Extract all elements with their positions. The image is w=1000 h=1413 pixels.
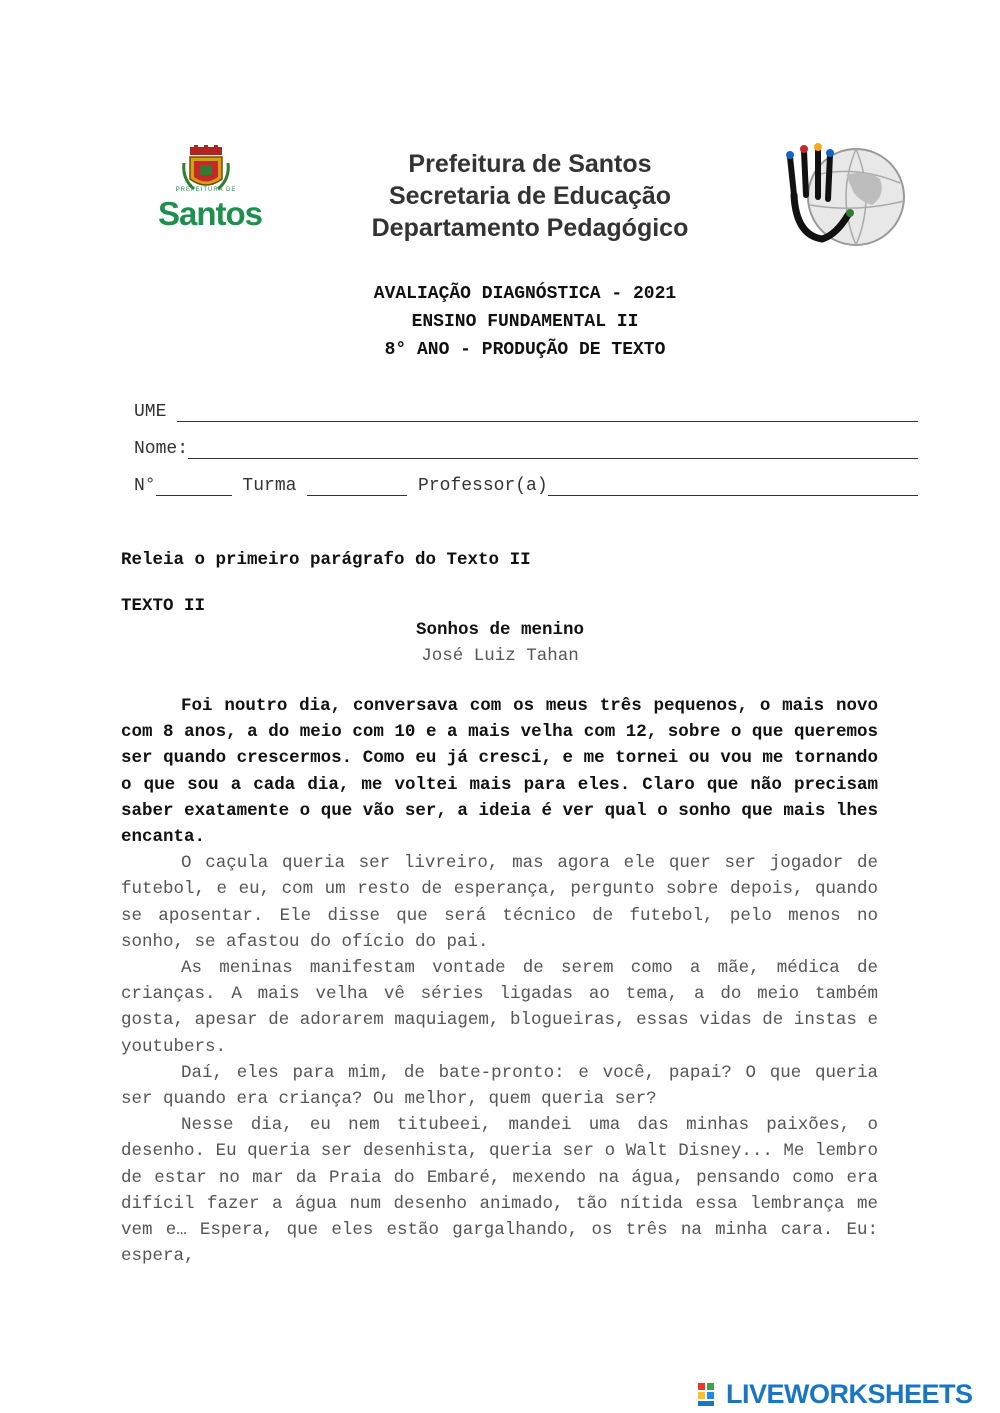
story-paragraph-4: Daí, eles para mim, de bate-pronto: e você, papai? O que queria ser quando era criança? Ou melhor, quem queria ser? [121, 1062, 878, 1110]
story-paragraph-5: Nesse dia, eu nem titubeei, mandei uma das minhas paixões, o desenho. Eu queria ser desenhista, queria ser o Walt Disney... Me lembro de estar no mar da Praia do Embaré, mexendo na água, pensando como era difícil fazer a água num desenho animado, tão nítida essa lembrança me vem e… Espera, que eles estão gargalhando, os três na minha cara. Eu: espera, [121, 1115, 878, 1267]
header-line-prefeitura: Prefeitura de Santos [408, 150, 652, 178]
story-paragraph-3: As meninas manifestam vontade de serem como a mãe, médica de crianças. A mais velha vê séries ligadas ao tema, a do meio também gosta, apesar de adorarem maquiagem, blogueiras, essas vidas de instas e youtubers. [121, 958, 878, 1057]
ume-field[interactable] [177, 403, 918, 422]
header-line-departamento: Departamento Pedagógico [371, 214, 689, 242]
story-paragraph-2: O caçula queria ser livreiro, mas agora ele quer ser jogador de futebol, e eu, com um resto de esperança, pergunto sobre depois, quando se aposentar. Ele disse que será técnico de futebol, pelo menos no sonho, se afastou do ofício do pai. [121, 853, 878, 952]
story-body [121, 693, 878, 1269]
institution-header [330, 148, 730, 244]
liveworksheets-watermark [698, 1377, 998, 1411]
text-section-label: TEXTO II [121, 596, 206, 616]
header-line-secretaria: Secretaria de Educação [388, 182, 672, 210]
ume-row [134, 396, 918, 422]
reading-instruction: Releia o primeiro parágrafo do Texto II [121, 550, 531, 570]
assessment-title [200, 280, 850, 364]
assessment-title-line2: ENSINO FUNDAMENTAL II [411, 312, 639, 332]
liveworksheets-logo-icon [698, 1381, 724, 1407]
story-title: Sonhos de menino [415, 620, 585, 640]
assessment-title-line1: AVALIAÇÃO DIAGNÓSTICA - 2021 [373, 284, 677, 304]
story-paragraph-1: Foi noutro dia, conversava com os meus três pequenos, o mais novo com 8 anos, a do meio com 10 e a mais velha com 12, sobre o que queremos ser quando crescermos. Como eu já cresci, e me tornei ou vou me tornando o que sou a cada dia, me voltei mais para eles. Claro que não precisam saber exatamente o que vão ser, a ideia é ver qual o sonho que mais lhes encanta. [121, 696, 878, 848]
numero-field[interactable] [156, 477, 232, 496]
professor-label: Professor(a) [407, 476, 548, 496]
nome-label: Nome: [134, 439, 189, 459]
story-author: José Luiz Tahan [421, 646, 579, 666]
ume-label: UME [134, 402, 178, 422]
assessment-title-line3: 8° ANO - PRODUÇÃO DE TEXTO [384, 340, 666, 360]
city-logo-ring-text: PREFEITURA DE [175, 187, 237, 193]
liveworksheets-brand: LIVEWORKSHEETS [726, 1378, 973, 1409]
student-info-row [134, 470, 918, 496]
turma-field[interactable] [307, 477, 407, 496]
turma-label: Turma [231, 476, 308, 496]
numero-label: N° [134, 476, 156, 496]
santos-city-logo [140, 145, 280, 240]
nome-row [134, 433, 918, 459]
hand-globe-logo-icon [776, 135, 908, 260]
nome-field[interactable] [188, 440, 918, 459]
city-logo-wordmark: Santos [157, 195, 263, 232]
professor-field[interactable] [548, 477, 918, 496]
